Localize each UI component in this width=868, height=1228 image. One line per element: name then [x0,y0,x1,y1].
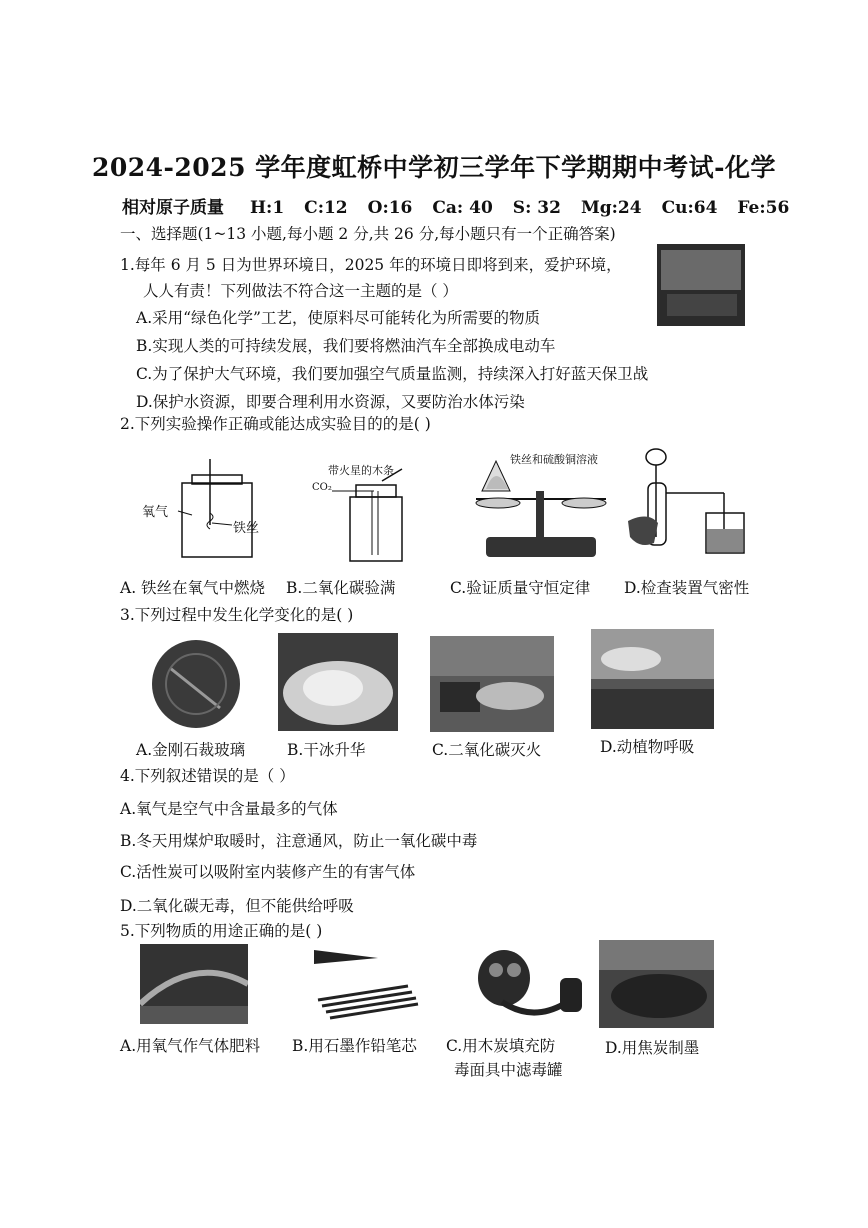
q2-option-b: B.二氧化碳验满 [286,579,396,597]
q3-image-a [150,638,242,730]
q5-option-c: C.用木炭填充防 [446,1037,556,1055]
label-iron-wire: 铁丝 [233,521,260,536]
q3-image-b [278,633,398,731]
q2-stem: 2.下列实验操作正确或能达成实验目的的是( ) [120,415,431,433]
q5-option-d: D.用焦炭制墨 [605,1039,700,1057]
q3-option-d: D.动植物呼吸 [600,738,695,756]
atomic-masses [122,193,789,218]
q3-option-b: B.干冰升华 [287,741,366,759]
atomic-mass-cu: Cu:64 [661,198,718,218]
q3-stem: 3.下列过程中发生化学变化的是( ) [120,606,354,624]
q3-option-a: A.金刚石裁玻璃 [136,741,246,759]
q2-option-a: A. 铁丝在氧气中燃烧 [120,579,266,597]
q4-option-c: C.活性炭可以吸附室内装修产生的有害气体 [120,863,416,881]
q4-option-a: A.氧气是空气中含量最多的气体 [120,800,338,818]
label-stick: 带火星的木条 [328,464,394,477]
environment-day-image [657,244,745,326]
q2-option-c: C.验证质量守恒定律 [450,579,591,597]
q5-image-a [140,944,248,1024]
page-title: 2024-2025 学年度虹桥中学初三学年下学期期中考试-化学 [91,153,777,182]
atomic-mass-fe: Fe:56 [737,198,790,218]
q1-option-c: C.为了保护大气环境，我们要加强空气质量监测，持续深入打好蓝天保卫战 [136,365,649,383]
q3-image-d [591,629,714,729]
q1-stem-line2: 人人有责！下列做法不符合这一主题的是（ ） [143,282,458,300]
section-heading: 一、选择题(1~13 小题,每小题 2 分,共 26 分,每小题只有一个正确答案) [120,225,616,243]
atomic-masses-label: 相对原子质量 [122,198,224,218]
atomic-mass-c: C:12 [304,198,348,218]
q2-figure-a [140,455,260,565]
label-co2: CO₂ [312,482,332,493]
q4-option-d: D.二氧化碳无毒，但不能供给呼吸 [120,897,354,915]
q5-option-b: B.用石墨作铅笔芯 [292,1037,417,1055]
q4-stem: 4.下列叙述错误的是（ ） [120,767,295,785]
q1-option-a: A.采用“绿色化学”工艺，使原料尽可能转化为所需要的物质 [136,309,540,327]
label-solution: 铁丝和硫酸铜溶液 [510,453,598,466]
q5-image-b [308,944,420,1022]
q2-figure-d [624,447,754,563]
q5-option-a: A.用氧气作气体肥料 [120,1037,261,1055]
q5-stem: 5.下列物质的用途正确的是( ) [120,922,323,940]
q1-option-b: B.实现人类的可持续发展，我们要将燃油汽车全部换成电动车 [136,337,556,355]
q4-option-b: B.冬天用煤炉取暖时，注意通风，防止一氧化碳中毒 [120,832,478,850]
q5-option-c-line2: 毒面具中滤毒罐 [454,1061,563,1079]
q1-option-d: D.保护水资源，即要合理利用水资源，又要防治水体污染 [136,393,525,411]
q3-image-c [430,636,554,732]
q2-figure-b [312,455,422,565]
atomic-mass-s: S: 32 [512,198,561,218]
q5-image-c [462,944,587,1026]
q3-option-c: C.二氧化碳灭火 [432,741,542,759]
atomic-mass-o: O:16 [367,198,413,218]
atomic-mass-mg: Mg:24 [580,198,642,218]
q1-stem-line1: 1.每年 6 月 5 日为世界环境日，2025 年的环境日即将到来，爱护环境， [120,256,622,274]
atomic-mass-h: H:1 [250,198,285,218]
q2-option-d: D.检查装置气密性 [624,579,750,597]
q2-figure-c [466,451,616,563]
atomic-mass-ca: Ca: 40 [432,198,493,218]
q5-image-d [599,940,714,1028]
label-oxygen: 氧气 [142,505,169,520]
